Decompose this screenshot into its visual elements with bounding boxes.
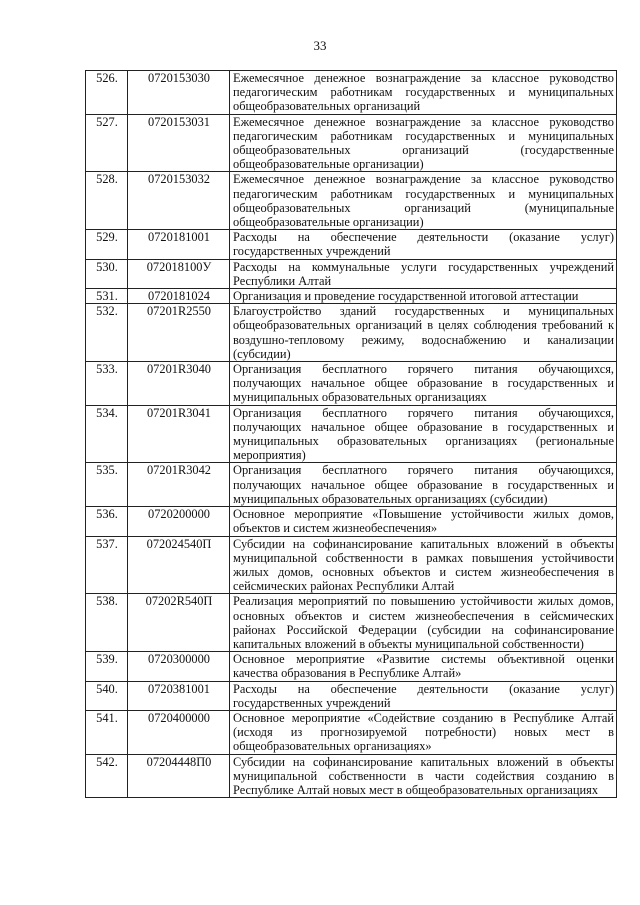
description-cell: Организация бесплатного горячего питания обучающихся, получающих начальное общее образование в государственных и муниципальных образовательных организациях (региональные мероприятия)	[230, 405, 617, 463]
row-number-cell: 528.	[86, 172, 128, 230]
code-cell: 0720300000	[128, 652, 230, 681]
row-number-cell: 526.	[86, 71, 128, 115]
description-cell: Субсидии на софинансирование капитальных вложений в объекты муниципальной собственности в рамках повышения устойчивости жилых домов, основных объектов и систем жизнеобеспечения в сейсмических районах Республики Алтай	[230, 536, 617, 594]
row-number-cell: 529.	[86, 230, 128, 259]
table-row	[86, 754, 617, 798]
code-cell: 07202R540П	[128, 594, 230, 652]
table-row	[86, 594, 617, 652]
row-number-cell: 527.	[86, 114, 128, 172]
row-number-cell: 535.	[86, 463, 128, 507]
code-cell: 07201R3040	[128, 362, 230, 406]
table-row	[86, 507, 617, 536]
description-cell: Организация и проведение государственной итоговой аттестации	[230, 289, 617, 304]
code-cell: 07204448П0	[128, 754, 230, 798]
description-cell: Благоустройство зданий государственных и муниципальных общеобразовательных организаций в целях соблюдения требований к воздушно-тепловому режиму, водоснабжению и канализации (субсидии)	[230, 304, 617, 362]
row-number-cell: 531.	[86, 289, 128, 304]
description-cell: Реализация мероприятий по повышению устойчивости жилых домов, основных объектов и систем жизнеобеспечения в сейсмических районах Российской Федерации (субсидии на софинансирование капитальных вложений в объекты муниципальной собственности)	[230, 594, 617, 652]
table-row	[86, 405, 617, 463]
code-cell: 0720181001	[128, 230, 230, 259]
row-number-cell: 533.	[86, 362, 128, 406]
table-row	[86, 463, 617, 507]
table-body	[86, 71, 617, 798]
row-number-cell: 537.	[86, 536, 128, 594]
description-cell: Основное мероприятие «Повышение устойчивости жилых домов, объектов и систем жизнеобеспечения»	[230, 507, 617, 536]
code-cell: 07201R2550	[128, 304, 230, 362]
code-cell: 072018100У	[128, 259, 230, 288]
description-cell: Ежемесячное денежное вознаграждение за классное руководство педагогическим работникам государственных и муниципальных общеобразовательных организаций	[230, 71, 617, 115]
table-row	[86, 289, 617, 304]
description-cell: Расходы на обеспечение деятельности (оказание услуг) государственных учреждений	[230, 230, 617, 259]
row-number-cell: 540.	[86, 681, 128, 710]
row-number-cell: 536.	[86, 507, 128, 536]
description-cell: Основное мероприятие «Содействие созданию в Республике Алтай (исходя из прогнозируемой потребности) новых мест в общеобразовательных организациях»	[230, 710, 617, 754]
row-number-cell: 539.	[86, 652, 128, 681]
table-row	[86, 681, 617, 710]
description-cell: Расходы на обеспечение деятельности (оказание услуг) государственных учреждений	[230, 681, 617, 710]
row-number-cell: 538.	[86, 594, 128, 652]
description-cell: Ежемесячное денежное вознаграждение за классное руководство педагогическим работникам государственных и муниципальных общеобразовательных организаций (муниципальные общеобразовательные организации)	[230, 172, 617, 230]
description-cell: Расходы на коммунальные услуги государственных учреждений Республики Алтай	[230, 259, 617, 288]
code-cell: 0720400000	[128, 710, 230, 754]
code-cell: 0720200000	[128, 507, 230, 536]
table-row	[86, 710, 617, 754]
table-row	[86, 114, 617, 172]
table-row	[86, 172, 617, 230]
code-cell: 0720181024	[128, 289, 230, 304]
budget-classification-table	[85, 70, 617, 798]
description-cell: Организация бесплатного горячего питания обучающихся, получающих начальное общее образование в государственных и муниципальных образовательных организациях (субсидии)	[230, 463, 617, 507]
table-row	[86, 71, 617, 115]
code-cell: 07201R3041	[128, 405, 230, 463]
code-cell: 0720153032	[128, 172, 230, 230]
description-cell: Субсидии на софинансирование капитальных вложений в объекты муниципальной собственности в части содействия созданию в Республике Алтай новых мест в общеобразовательных организациях	[230, 754, 617, 798]
code-cell: 072024540П	[128, 536, 230, 594]
table-row	[86, 652, 617, 681]
description-cell: Организация бесплатного горячего питания обучающихся, получающих начальное общее образование в государственных и муниципальных образовательных организациях	[230, 362, 617, 406]
description-cell: Ежемесячное денежное вознаграждение за классное руководство педагогическим работникам государственных и муниципальных общеобразовательных организаций (государственные общеобразовательные организации)	[230, 114, 617, 172]
description-cell: Основное мероприятие «Развитие системы объективной оценки качества образования в Республике Алтай»	[230, 652, 617, 681]
code-cell: 0720153030	[128, 71, 230, 115]
row-number-cell: 534.	[86, 405, 128, 463]
table-row	[86, 536, 617, 594]
code-cell: 0720153031	[128, 114, 230, 172]
row-number-cell: 542.	[86, 754, 128, 798]
code-cell: 07201R3042	[128, 463, 230, 507]
row-number-cell: 541.	[86, 710, 128, 754]
code-cell: 0720381001	[128, 681, 230, 710]
row-number-cell: 532.	[86, 304, 128, 362]
table-row	[86, 362, 617, 406]
table-row	[86, 230, 617, 259]
table-row	[86, 304, 617, 362]
row-number-cell: 530.	[86, 259, 128, 288]
page-number: 33	[313, 38, 327, 53]
table-row	[86, 259, 617, 288]
